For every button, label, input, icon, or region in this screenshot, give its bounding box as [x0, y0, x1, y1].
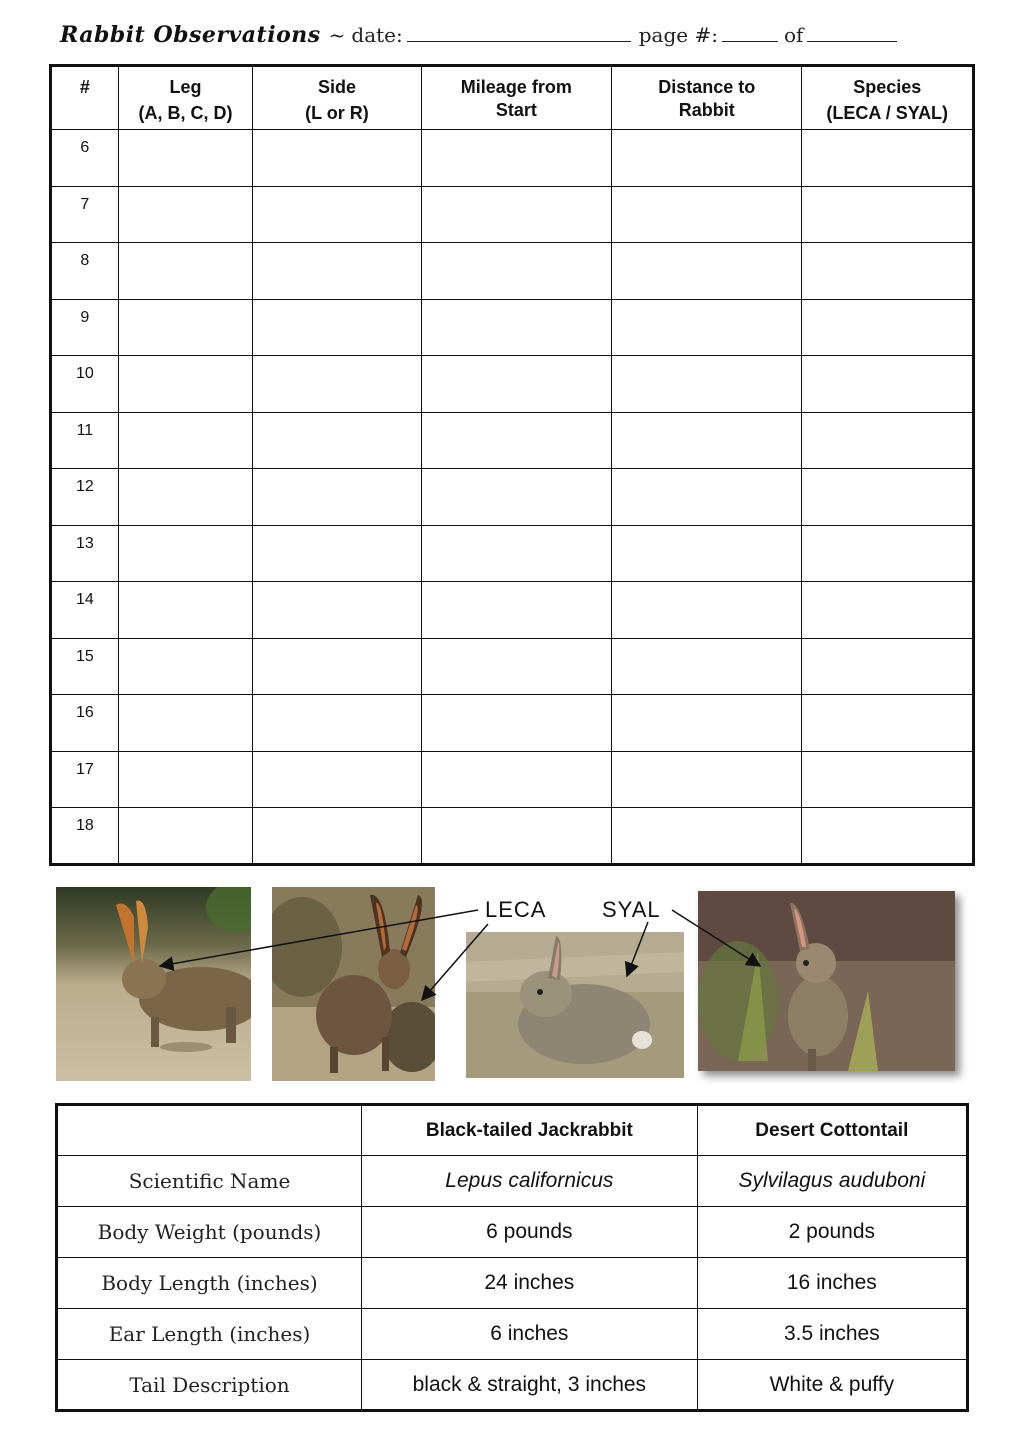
row-number: 15	[51, 638, 119, 695]
side-cell[interactable]	[253, 638, 421, 695]
leg-cell[interactable]	[118, 299, 253, 356]
table-row	[51, 638, 974, 695]
table-row	[51, 412, 974, 469]
observation-rows	[51, 130, 974, 865]
side-cell[interactable]	[253, 130, 421, 187]
species-cell[interactable]	[802, 469, 974, 526]
row-number: 10	[51, 356, 119, 413]
jackrabbit-value: 6 pounds	[362, 1207, 698, 1258]
leg-cell[interactable]	[118, 525, 253, 582]
leg-cell[interactable]	[118, 130, 253, 187]
jackrabbit-value: 24 inches	[362, 1258, 698, 1309]
mileage-cell[interactable]	[421, 186, 611, 243]
observation-table	[49, 64, 975, 866]
date-label: date:	[351, 23, 403, 47]
leg-cell[interactable]	[118, 469, 253, 526]
side-cell[interactable]	[253, 751, 421, 808]
table-row	[57, 1156, 968, 1207]
cottontail-value: 2 pounds	[697, 1207, 967, 1258]
cottontail-photo-2	[698, 891, 955, 1071]
mileage-cell[interactable]	[421, 751, 611, 808]
jackrabbit-value: black & straight, 3 inches	[362, 1360, 698, 1411]
observation-header-row	[51, 66, 974, 130]
side-cell[interactable]	[253, 412, 421, 469]
distance-cell[interactable]	[612, 130, 802, 187]
row-label: Ear Length (inches)	[57, 1309, 362, 1360]
cottontail-value: White & puffy	[697, 1360, 967, 1411]
mileage-cell[interactable]	[421, 299, 611, 356]
header-leg: Leg (A, B, C, D)	[118, 66, 253, 130]
side-cell[interactable]	[253, 356, 421, 413]
jackrabbit-photo-1	[56, 887, 251, 1081]
jackrabbit-value: Lepus californicus	[362, 1156, 698, 1207]
leg-cell[interactable]	[118, 751, 253, 808]
distance-cell[interactable]	[612, 695, 802, 752]
distance-cell[interactable]	[612, 525, 802, 582]
side-cell[interactable]	[253, 299, 421, 356]
species-comparison-table	[55, 1103, 969, 1412]
table-row	[51, 695, 974, 752]
cottontail-value: Sylvilagus auduboni	[697, 1156, 967, 1207]
row-number: 13	[51, 525, 119, 582]
mileage-cell[interactable]	[421, 695, 611, 752]
page-total-field[interactable]	[807, 24, 897, 42]
header-species: Species (LECA / SYAL)	[802, 66, 974, 130]
species-cell[interactable]	[802, 808, 974, 865]
page-of-label: of	[783, 23, 804, 47]
side-cell[interactable]	[253, 525, 421, 582]
distance-cell[interactable]	[612, 299, 802, 356]
species-cell[interactable]	[802, 751, 974, 808]
header-distance: Distance to Rabbit	[612, 66, 802, 130]
species-cell[interactable]	[802, 582, 974, 639]
row-number: 8	[51, 243, 119, 300]
distance-cell[interactable]	[612, 808, 802, 865]
distance-cell[interactable]	[612, 638, 802, 695]
species-cell[interactable]	[802, 412, 974, 469]
row-number: 14	[51, 582, 119, 639]
table-row	[57, 1360, 968, 1411]
species-cell[interactable]	[802, 638, 974, 695]
mileage-cell[interactable]	[421, 582, 611, 639]
mileage-cell[interactable]	[421, 412, 611, 469]
worksheet-title: Rabbit Observations	[60, 22, 321, 48]
side-cell[interactable]	[253, 469, 421, 526]
species-cell[interactable]	[802, 243, 974, 300]
page-number-field[interactable]	[722, 24, 778, 42]
title-separator: ~	[328, 23, 346, 47]
table-row	[57, 1309, 968, 1360]
row-label: Body Weight (pounds)	[57, 1207, 362, 1258]
jackrabbit-value: 6 inches	[362, 1309, 698, 1360]
page-number-label: page #:	[638, 23, 718, 47]
mileage-cell[interactable]	[421, 243, 611, 300]
table-row	[57, 1258, 968, 1309]
leg-cell[interactable]	[118, 582, 253, 639]
row-number: 11	[51, 412, 119, 469]
mileage-cell[interactable]	[421, 808, 611, 865]
row-number: 6	[51, 130, 119, 187]
row-number: 7	[51, 186, 119, 243]
worksheet-header	[60, 22, 901, 58]
leg-cell[interactable]	[118, 808, 253, 865]
cottontail-value: 3.5 inches	[697, 1309, 967, 1360]
leca-label: LECA	[485, 897, 547, 922]
empty-corner-cell	[57, 1105, 362, 1156]
comparison-header-row	[57, 1105, 968, 1156]
leg-cell[interactable]	[118, 695, 253, 752]
species-cell[interactable]	[802, 695, 974, 752]
column-cottontail: Desert Cottontail	[697, 1105, 967, 1156]
leg-cell[interactable]	[118, 412, 253, 469]
table-row	[51, 130, 974, 187]
column-jackrabbit: Black-tailed Jackrabbit	[362, 1105, 698, 1156]
distance-cell[interactable]	[612, 469, 802, 526]
mileage-cell[interactable]	[421, 130, 611, 187]
row-label: Body Length (inches)	[57, 1258, 362, 1309]
table-row	[51, 808, 974, 865]
header-mileage: Mileage from Start	[421, 66, 611, 130]
side-cell[interactable]	[253, 695, 421, 752]
table-row	[51, 243, 974, 300]
cottontail-photo-1	[466, 932, 684, 1078]
distance-cell[interactable]	[612, 582, 802, 639]
jackrabbit-photo-2	[272, 887, 435, 1081]
species-cell[interactable]	[802, 356, 974, 413]
row-number: 16	[51, 695, 119, 752]
row-number: 9	[51, 299, 119, 356]
header-number: #	[51, 66, 119, 130]
mileage-cell[interactable]	[421, 356, 611, 413]
species-cell[interactable]	[802, 130, 974, 187]
table-row	[51, 356, 974, 413]
header-side: Side (L or R)	[253, 66, 421, 130]
row-number: 18	[51, 808, 119, 865]
date-field[interactable]	[407, 24, 631, 42]
table-row	[51, 751, 974, 808]
distance-cell[interactable]	[612, 243, 802, 300]
mileage-cell[interactable]	[421, 525, 611, 582]
row-number: 17	[51, 751, 119, 808]
leg-cell[interactable]	[118, 243, 253, 300]
leg-cell[interactable]	[118, 638, 253, 695]
table-row	[57, 1207, 968, 1258]
table-row	[51, 525, 974, 582]
row-label: Tail Description	[57, 1360, 362, 1411]
side-cell[interactable]	[253, 808, 421, 865]
cottontail-value: 16 inches	[697, 1258, 967, 1309]
leg-cell[interactable]	[118, 356, 253, 413]
leg-cell[interactable]	[118, 186, 253, 243]
table-row	[51, 582, 974, 639]
species-cell[interactable]	[802, 525, 974, 582]
table-row	[51, 469, 974, 526]
table-row	[51, 299, 974, 356]
side-cell[interactable]	[253, 186, 421, 243]
row-label: Scientific Name	[57, 1156, 362, 1207]
species-cell[interactable]	[802, 299, 974, 356]
row-number: 12	[51, 469, 119, 526]
distance-cell[interactable]	[612, 412, 802, 469]
mileage-cell[interactable]	[421, 638, 611, 695]
side-cell[interactable]	[253, 243, 421, 300]
mileage-cell[interactable]	[421, 469, 611, 526]
distance-cell[interactable]	[612, 186, 802, 243]
distance-cell[interactable]	[612, 356, 802, 413]
syal-label: SYAL	[602, 897, 661, 922]
distance-cell[interactable]	[612, 751, 802, 808]
table-row	[51, 186, 974, 243]
side-cell[interactable]	[253, 582, 421, 639]
species-cell[interactable]	[802, 186, 974, 243]
